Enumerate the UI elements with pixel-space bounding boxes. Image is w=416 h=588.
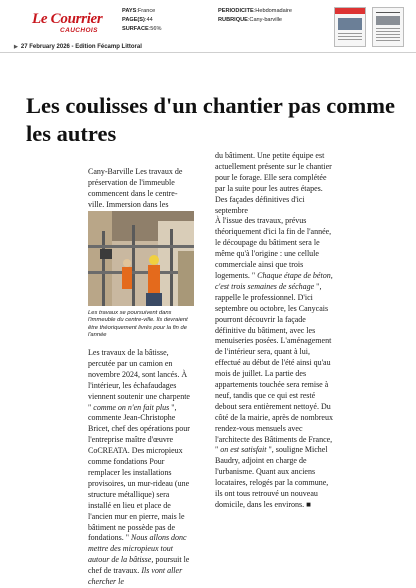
front-page-thumbnail: [334, 7, 366, 47]
meta-periodicite: PERIODICITE:Hebdomadaire: [218, 8, 292, 14]
article-body-col1: Les travaux de la bâtisse, percutée par un camion en novembre 2024, sont lancés. À l'intérieur, les échafaudages viennent soutenir une charpente " comme on n'en fait plus ", commente Jean-Christophe Bricet, chef des opérations pour l'entreprise maître d'œuvre CoCREATA. Des micropieux comme fondations Pour remplacer les installations provisoires, un mur-rideau (une structure métallique) sera installé en lieu et place de l'ancien mur en pierre, mais le bâtiment ne possède pas de fondations. " Nous allons donc mettre des micropieux tout autour de la bâtisse, poursuit le chef de travaux. Ils vont aller chercher le: [88, 348, 190, 587]
meta-surface: SURFACE:56%: [122, 26, 162, 32]
article-page-thumbnail: [372, 7, 404, 47]
article-lead: Cany-Barville Les travaux de préservation de l'immeuble commencent dans le centre-ville. Immersion dans les: [88, 167, 183, 209]
newspaper-logo: Le Courrier: [32, 11, 103, 27]
article-headline: Les coulisses d'un chantier pas comme les autres: [26, 93, 395, 146]
header-divider: [0, 52, 416, 53]
meta-pays: PAYS:France: [122, 8, 156, 14]
article-photo: [88, 211, 194, 306]
photo-caption: Les travaux se poursuivent dans l'immeuble du centre-ville. Ils devraient être théoriquement livrés pour la fin de l'année: [88, 310, 188, 338]
meta-pages: PAGE(S):44: [122, 17, 153, 23]
triangle-icon: ▶: [14, 44, 18, 50]
meta-rubrique: RUBRIQUE:Cany-barville: [218, 17, 283, 23]
paragraph: du bâtiment. Une petite équipe est actuellement présente sur le chantier pour le forage. Elle sera complétée par la suite pour les autres étapes. Des façades définitives d'ici septembre: [215, 151, 332, 215]
newspaper-logo-subtitle: CAUCHOIS: [60, 27, 98, 34]
paragraph: À l'issue des travaux, prévus théoriquement d'ici la fin de l'année, le découpage du bâtiment sera le même qu'à l'origine : une cellule commerciale ainsi que trois logements. " Chaque étape de béton, c'est trois semaines de séchage ", rappelle le professionnel. D'ici septembre ou octobre, les Canycais pourront découvrir la façade définitive du bâtiment, avec les menuiseries posées. L'aménagement de l'intérieur sera, quant à lui, effectué au début de l'été ainsi qu'au mois de juillet. La partie des appartements touchée sera remise à neuf, tandis que ce qui est resté debout sera entièrement nettoyé. Du côté de la mairie, après de nombreux rendez-vous mensuels avec l'architecte des Bâtiments de France, " on est satisfait ", souligne Michel Baudry, adjoint en charge de l'urbanisme. Quant aux anciens locataires, relogés par la commune, ils ont tous retrouvé un nouveau domicile, dans les environs. ■: [215, 216, 333, 509]
article-body-col2: [215, 151, 333, 511]
edition-line: ▶ 27 February 2026 - Edition Fécamp Littoral: [14, 44, 142, 50]
